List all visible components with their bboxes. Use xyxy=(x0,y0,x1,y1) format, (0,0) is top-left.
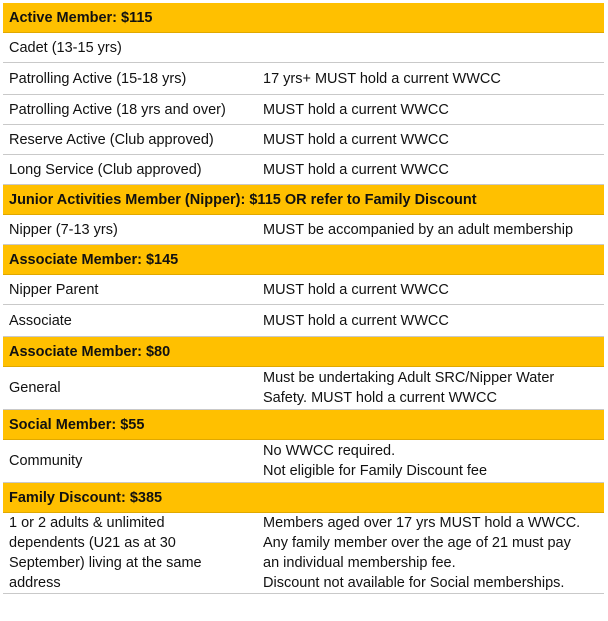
table-row xyxy=(3,215,604,245)
category-cell: Cadet (13-15 yrs) xyxy=(3,33,255,63)
category-cell: Patrolling Active (15-18 yrs) xyxy=(3,63,255,95)
requirement-line: No WWCC required. xyxy=(263,443,396,459)
requirement-cell: MUST hold a current WWCC xyxy=(255,275,604,305)
table-row xyxy=(3,63,604,95)
section-header-social-member xyxy=(3,410,604,440)
requirement-line: Safety. MUST hold a current WWCC xyxy=(263,390,497,406)
table-row xyxy=(3,125,604,155)
requirement-cell xyxy=(255,440,604,483)
category-cell: Associate xyxy=(3,305,255,337)
table-row xyxy=(3,155,604,185)
table-row xyxy=(3,95,604,125)
table-row xyxy=(3,305,604,337)
section-header-associate-80 xyxy=(3,337,604,367)
section-header-active-member xyxy=(3,3,604,33)
section-title: Social Member: $55 xyxy=(3,410,604,440)
category-cell: Patrolling Active (18 yrs and over) xyxy=(3,95,255,125)
membership-fees-table xyxy=(3,3,604,594)
section-title: Associate Member: $80 xyxy=(3,337,604,367)
section-title: Associate Member: $145 xyxy=(3,245,604,275)
section-title: Active Member: $115 xyxy=(3,3,604,33)
section-title: Family Discount: $385 xyxy=(3,483,604,513)
requirement-cell: MUST hold a current WWCC xyxy=(255,305,604,337)
requirement-line: Any family member over the age of 21 must pay xyxy=(263,535,571,551)
section-header-family-discount xyxy=(3,483,604,513)
category-cell xyxy=(3,513,255,594)
category-cell: General xyxy=(3,367,255,410)
section-header-associate-145 xyxy=(3,245,604,275)
requirement-cell: MUST hold a current WWCC xyxy=(255,155,604,185)
category-line: address xyxy=(9,575,61,591)
table-row xyxy=(3,440,604,483)
requirement-cell xyxy=(255,33,604,63)
table-row xyxy=(3,367,604,410)
category-cell: Long Service (Club approved) xyxy=(3,155,255,185)
table-row xyxy=(3,275,604,305)
requirement-cell: 17 yrs+ MUST hold a current WWCC xyxy=(255,63,604,95)
requirement-cell: MUST hold a current WWCC xyxy=(255,95,604,125)
category-line: September) living at the same xyxy=(9,555,202,571)
category-cell: Community xyxy=(3,440,255,483)
section-header-junior-activities xyxy=(3,185,604,215)
membership-fees-table-container xyxy=(3,3,604,594)
category-line: dependents (U21 as at 30 xyxy=(9,535,176,551)
requirement-line: Discount not available for Social memberships. xyxy=(263,575,565,591)
requirement-cell: MUST hold a current WWCC xyxy=(255,125,604,155)
category-cell: Reserve Active (Club approved) xyxy=(3,125,255,155)
table-row xyxy=(3,33,604,63)
requirement-cell xyxy=(255,513,604,594)
requirement-cell: MUST be accompanied by an adult membership xyxy=(255,215,604,245)
requirement-line: Must be undertaking Adult SRC/Nipper Water xyxy=(263,370,555,386)
table-row xyxy=(3,513,604,594)
section-title: Junior Activities Member (Nipper): $115 OR refer to Family Discount xyxy=(3,185,604,215)
category-cell: Nipper Parent xyxy=(3,275,255,305)
category-cell: Nipper (7-13 yrs) xyxy=(3,215,255,245)
requirement-line: Not eligible for Family Discount fee xyxy=(263,463,488,479)
requirement-line: an individual membership fee. xyxy=(263,555,456,571)
category-line: 1 or 2 adults & unlimited xyxy=(9,515,165,531)
requirement-cell xyxy=(255,367,604,410)
requirement-line: Members aged over 17 yrs MUST hold a WWCC. xyxy=(263,515,581,531)
